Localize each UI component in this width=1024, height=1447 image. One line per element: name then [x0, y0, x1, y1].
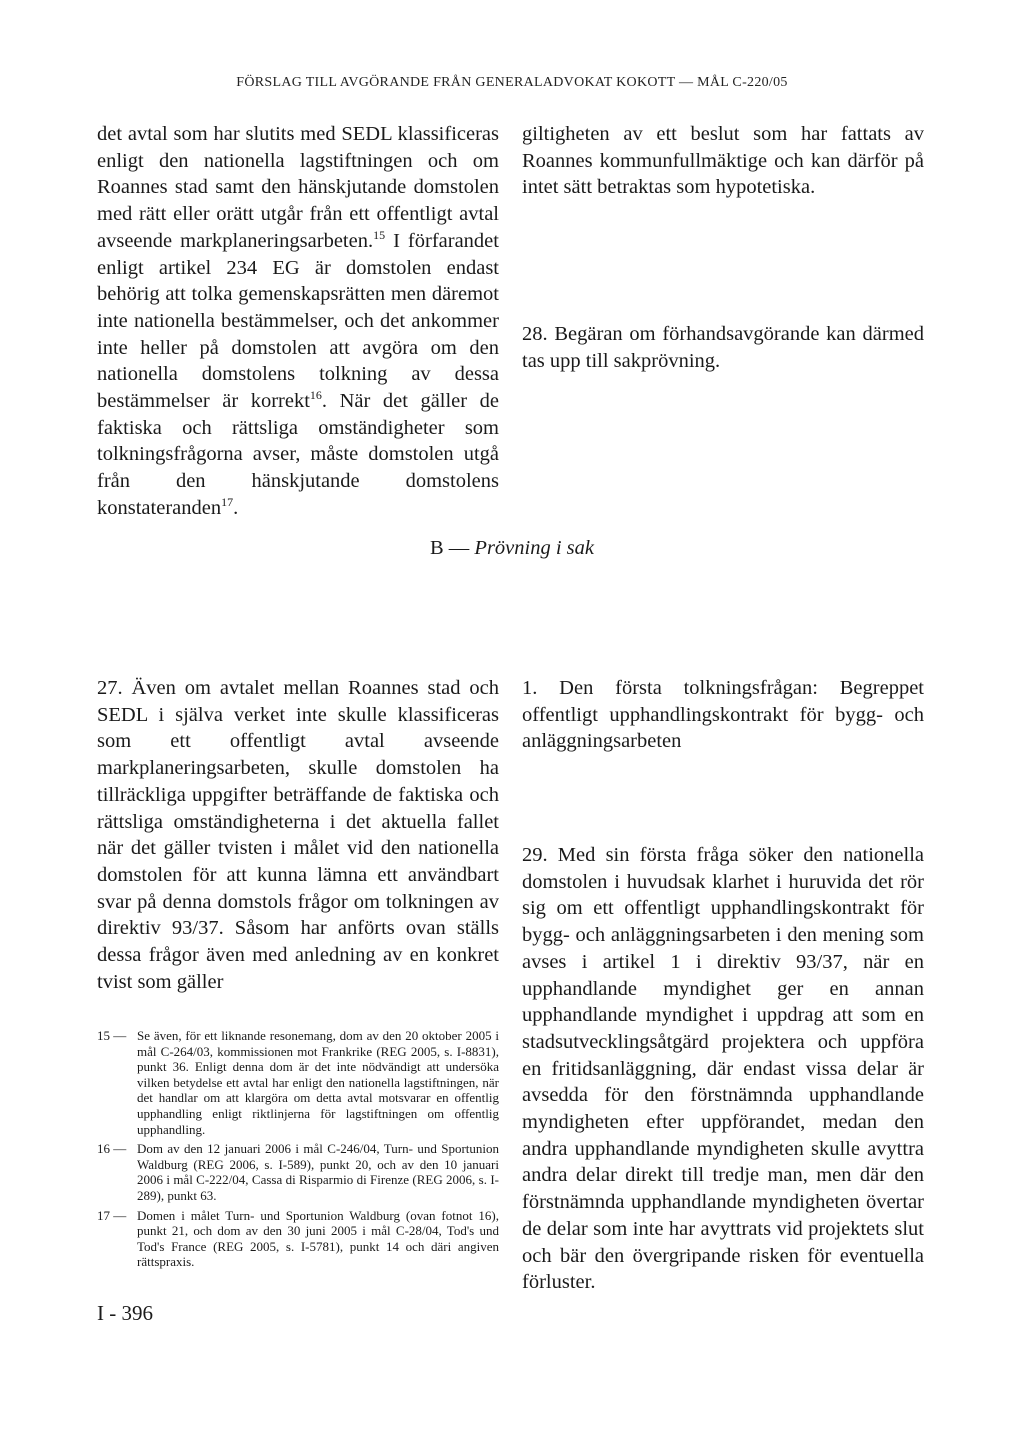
- footnote-text: Dom av den 12 januari 2006 i mål C-246/04, Turn- und Sportunion Waldburg (REG 2006, s. I-589), punkt 20, och av den 10 januari 2006 i mål C-222/04, Cassa di Risparmio di Firenze (REG 2006, s. I-289), punkt 63.: [137, 1141, 499, 1203]
- footnote-15: [97, 1028, 499, 1137]
- footnote-number: 16 —: [97, 1141, 127, 1157]
- paragraph-27: 27. Även om avtalet mellan Roannes stad och SEDL i själva verket inte skulle klassificeras som ett offentligt avtal avseende markplaneringsarbeten, skulle domstolen ha tillräckliga uppgifter beträffande de faktiska och rättsliga omständigheterna i det aktuella fallet när det gäller tvisten i målet vid den nationella domstolen för att kunna lämna ett användbart svar på denna domstols frågor om tolkningen av direktiv 93/37. Såsom har anförts ovan ställs dessa frågor även med anledning av en konkret tvist som gäller: [97, 677, 499, 993]
- footnote-16: [97, 1141, 499, 1203]
- footnote-number: 17 —: [97, 1207, 127, 1223]
- running-header: FÖRSLAG TILL AVGÖRANDE FRÅN GENERALADVOKAT KOKOTT — MÅL C-220/05: [236, 75, 788, 90]
- left-top-text-3: . När det gäller de faktiska och rättsliga omständigheter som tolkningsfrågorna avser, måste domstolen utgå från den hänskjutande domstolens konstateranden: [97, 390, 499, 519]
- section-heading: [0, 537, 1024, 560]
- footnote-text: Domen i målet Turn- und Sportunion Waldburg (ovan fotnot 16), punkt 21, och dom av den 30 juni 2005 i mål C-28/04, Tod's und Tod's France (REG 2005, s. I-5781), punkt 14 och däri angiven rättspraxis.: [137, 1207, 499, 1270]
- section-letter: B —: [429, 537, 470, 559]
- footnote-ref-17[interactable]: 17: [221, 495, 234, 510]
- left-top-paragraph: [97, 121, 499, 522]
- footnote-ref-16[interactable]: 16: [309, 388, 322, 403]
- right-top-continuation: giltigheten av ett beslut som har fattats av Roannes kommunfullmäktige och kan därför på intet sätt betraktas som hypotetiska.: [522, 123, 924, 199]
- left-top-text-1: det avtal som har slutits med SEDL klassificeras enligt den nationella lagstiftningen och om Roannes stad samt den hänskjutande domstolen med rätt eller orätt utgår från ett offentligt avtal avseende markplaneringsarbeten.: [97, 123, 499, 252]
- left-top-text-2: I förfarandet enligt artikel 234 EG är domstolen endast behörig att tolka gemenskapsrätten men däremot inte nationella bestämmelser, och det ankommer inte heller på domstolen att avgöra om den nationella domstolens tolkning av dessa bestämmelser är korrekt: [97, 229, 499, 413]
- page-number: I - 396: [97, 1301, 153, 1325]
- paragraph-29: 29. Med sin första fråga söker den nationella domstolen i huvudsak klarhet i huruvida det rör sig om ett offentligt upphandlingskontrakt för bygg- och anläggningsarbeten i den mening som avses i artikel 1 i direktiv 93/37, när en upphandlande myndighet ger en annan upphandlande myndighet i uppdrag att som en stadsutvecklingsåtgärd projektera och uppföra en fritidsanläggning, där endast vissa delar är avsedda för den förstnämnda upphandlande myndigheten efter uppförandet, medan den andra upphandlande myndigheten skulle avyttra andra delar direkt till tredje man, men där den förstnämnda upphandlande myndigheten övertar de delar som inte har avyttrats vid projektets slut och bär den övergripande risken för eventuella förluster.: [522, 844, 924, 1294]
- footnote-17: [97, 1208, 499, 1270]
- footnote-text: Se även, för ett liknande resonemang, dom av den 20 oktober 2005 i mål C-264/03, kommissionen mot Frankrike (REG 2005, s. I-8831), punkt 36. Enligt denna dom är det inte nödvändigt att undersöka vilken betydelse ett avtal har enligt den nationella lagstiftningen, när det handlar om att klargöra om detta avtal motsvarar en offentlig upphandling enligt riktlinjerna för lagstiftningen om offentlig upphandling.: [137, 1028, 499, 1137]
- question-heading-1: 1. Den första tolkningsfrågan: Begreppet offentligt upphandlingskontrakt för bygg- och anläggningsarbeten: [522, 677, 924, 753]
- footnotes: [97, 1028, 499, 1274]
- footnote-number: 15 —: [97, 1028, 127, 1043]
- section-title: Prövning i sak: [474, 537, 594, 559]
- paragraph-28: 28. Begäran om förhandsavgörande kan därmed tas upp till sakprövning.: [522, 323, 924, 372]
- footnote-ref-15[interactable]: 15: [373, 227, 386, 242]
- left-top-text-4: .: [233, 496, 239, 519]
